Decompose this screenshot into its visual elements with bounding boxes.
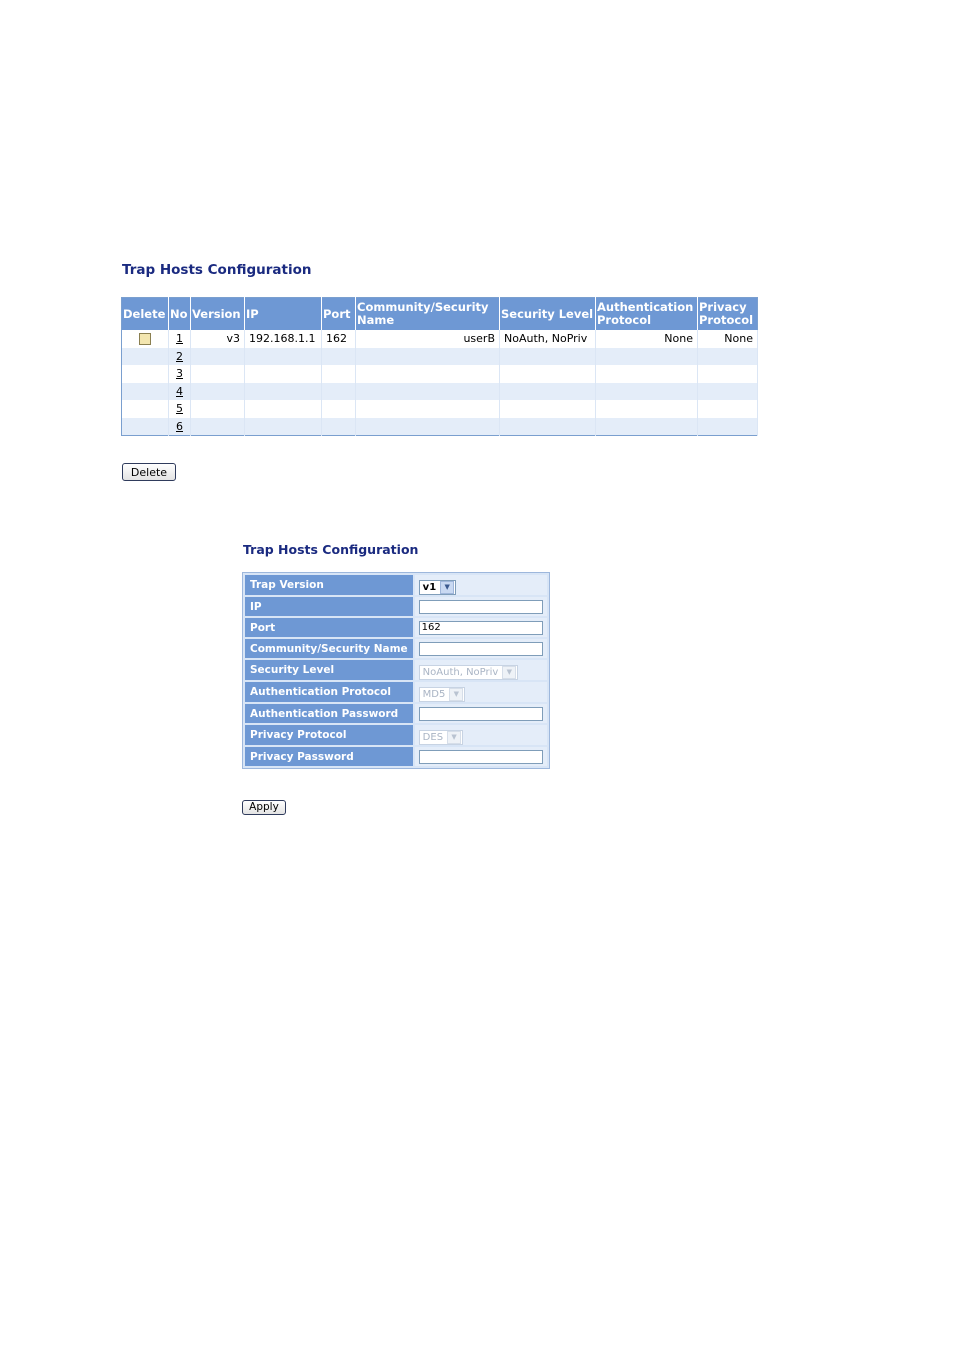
priv-protocol-value: DES <box>422 732 444 743</box>
chevron-down-icon: ▼ <box>449 688 463 701</box>
cell-priv-protocol <box>698 365 758 383</box>
row-link[interactable]: 2 <box>176 349 183 363</box>
col-no: No <box>169 298 191 331</box>
form-row-security-level <box>245 660 547 680</box>
col-community: Community/Security Name <box>356 298 500 331</box>
auth-protocol-select[interactable] <box>419 687 466 702</box>
cell-version <box>191 383 245 401</box>
cell-security-level: NoAuth, NoPriv <box>500 330 596 348</box>
cell-priv-protocol: None <box>698 330 758 348</box>
port-label: Port <box>245 618 413 637</box>
cell-port: 162 <box>322 330 356 348</box>
col-security-level: Security Level <box>500 298 596 331</box>
chevron-down-icon: ▼ <box>447 731 461 744</box>
auth-protocol-label: Authentication Protocol <box>245 682 413 702</box>
cell-auth-protocol: None <box>596 330 698 348</box>
cell-version: v3 <box>191 330 245 348</box>
row-link[interactable]: 6 <box>176 419 183 433</box>
cell-name <box>356 348 500 366</box>
apply-button[interactable]: Apply <box>242 800 286 815</box>
cell-version <box>191 418 245 436</box>
form-row-auth-protocol <box>245 682 547 702</box>
ip-label: IP <box>245 597 413 616</box>
security-level-select[interactable] <box>419 665 519 680</box>
auth-password-input[interactable] <box>419 707 543 721</box>
cell-priv-protocol <box>698 383 758 401</box>
cell-auth-protocol <box>596 400 698 418</box>
cell-ip <box>245 383 322 401</box>
form-row-port <box>245 618 547 637</box>
delete-button[interactable]: Delete <box>122 463 176 481</box>
security-level-label: Security Level <box>245 660 413 680</box>
cell-name: userB <box>356 330 500 348</box>
cell-auth-protocol <box>596 365 698 383</box>
cell-auth-protocol <box>596 348 698 366</box>
cell-priv-protocol <box>698 400 758 418</box>
priv-password-input[interactable] <box>419 750 543 764</box>
col-version: Version <box>191 298 245 331</box>
cell-auth-protocol <box>596 418 698 436</box>
cell-security-level <box>500 400 596 418</box>
table-row <box>122 418 758 436</box>
ip-input[interactable] <box>419 600 543 614</box>
cell-ip <box>245 400 322 418</box>
row-link[interactable]: 3 <box>176 367 183 381</box>
trap-hosts-table <box>121 297 758 436</box>
cell-security-level <box>500 418 596 436</box>
cell-priv-protocol <box>698 348 758 366</box>
chevron-down-icon: ▼ <box>440 581 454 594</box>
priv-protocol-label: Privacy Protocol <box>245 725 413 745</box>
row-link[interactable]: 4 <box>176 384 183 398</box>
table-row <box>122 348 758 366</box>
cell-auth-protocol <box>596 383 698 401</box>
community-input[interactable] <box>419 642 543 656</box>
table-row <box>122 383 758 401</box>
cell-version <box>191 365 245 383</box>
priv-password-label: Privacy Password <box>245 747 413 766</box>
form-title: Trap Hosts Configuration <box>243 542 419 557</box>
cell-name <box>356 365 500 383</box>
table-row <box>122 365 758 383</box>
port-input[interactable]: 162 <box>419 621 543 635</box>
cell-name <box>356 418 500 436</box>
table-header-row <box>122 298 758 331</box>
list-title: Trap Hosts Configuration <box>122 262 312 278</box>
trap-version-label: Trap Version <box>245 575 413 595</box>
cell-name <box>356 400 500 418</box>
cell-security-level <box>500 383 596 401</box>
cell-name <box>356 383 500 401</box>
cell-port <box>322 418 356 436</box>
form-row-trap-version <box>245 575 547 595</box>
cell-port <box>322 348 356 366</box>
trap-host-form <box>242 572 550 769</box>
table-row <box>122 400 758 418</box>
col-port: Port <box>322 298 356 331</box>
cell-ip <box>245 418 322 436</box>
trap-version-value: v1 <box>422 582 437 593</box>
cell-ip <box>245 365 322 383</box>
trap-version-select[interactable] <box>419 580 456 595</box>
table-row <box>122 330 758 348</box>
col-delete: Delete <box>122 298 169 331</box>
priv-protocol-select[interactable] <box>419 730 463 745</box>
delete-checkbox[interactable] <box>139 333 151 345</box>
form-row-priv-password <box>245 747 547 766</box>
community-label: Community/Security Name <box>245 639 413 658</box>
form-row-auth-password <box>245 704 547 723</box>
form-row-ip <box>245 597 547 616</box>
cell-ip <box>245 348 322 366</box>
cell-version <box>191 400 245 418</box>
form-row-community <box>245 639 547 658</box>
cell-priv-protocol <box>698 418 758 436</box>
auth-protocol-value: MD5 <box>422 689 446 700</box>
col-priv-protocol: Privacy Protocol <box>698 298 758 331</box>
cell-port <box>322 383 356 401</box>
row-link[interactable]: 5 <box>176 402 183 416</box>
form-row-priv-protocol <box>245 725 547 745</box>
cell-ip: 192.168.1.1 <box>245 330 322 348</box>
cell-security-level <box>500 365 596 383</box>
col-auth-protocol: Authentication Protocol <box>596 298 698 331</box>
col-ip: IP <box>245 298 322 331</box>
row-link[interactable]: 1 <box>176 332 183 346</box>
auth-password-label: Authentication Password <box>245 704 413 723</box>
security-level-value: NoAuth, NoPriv <box>422 667 499 678</box>
cell-port <box>322 365 356 383</box>
cell-security-level <box>500 348 596 366</box>
cell-port <box>322 400 356 418</box>
cell-version <box>191 348 245 366</box>
chevron-down-icon: ▼ <box>502 666 516 679</box>
